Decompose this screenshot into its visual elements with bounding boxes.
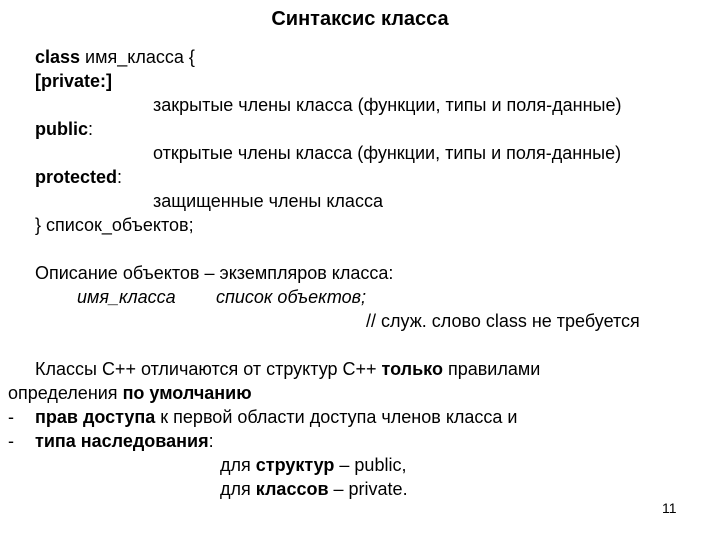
structs-default bbox=[220, 454, 406, 476]
default-text: – private. bbox=[328, 479, 408, 499]
public-line bbox=[35, 118, 93, 140]
classes-emphasis: классов bbox=[255, 479, 329, 499]
inheritance-emphasis: типа наследования bbox=[35, 431, 209, 451]
only-emphasis: только bbox=[381, 359, 443, 379]
objects-comment: // служ. слово class не требуется bbox=[366, 311, 640, 331]
differences-line-2 bbox=[8, 382, 252, 404]
by-default-emphasis: по умолчанию bbox=[122, 383, 252, 403]
structs-emphasis: структур bbox=[255, 455, 335, 475]
protected-colon: : bbox=[117, 167, 123, 187]
protected-line bbox=[35, 166, 122, 188]
objects-example-name: имя_класса bbox=[77, 287, 176, 307]
bullet-dash-2: - bbox=[8, 431, 14, 451]
syntax-line-class bbox=[35, 46, 195, 68]
page-number: 11 bbox=[662, 500, 677, 516]
private-keyword: [private:] bbox=[35, 71, 113, 91]
objects-heading: Описание объектов – экземпляров класса: bbox=[35, 263, 394, 283]
class-name-text: имя_класса { bbox=[80, 47, 195, 67]
differences-line-1 bbox=[35, 358, 540, 380]
public-colon: : bbox=[88, 119, 94, 139]
page-title: Синтаксис класса bbox=[271, 8, 449, 30]
bullet-text: к первой области доступа членов класса и bbox=[155, 407, 518, 427]
bullet-inheritance bbox=[35, 430, 214, 452]
protected-keyword: protected bbox=[35, 167, 118, 187]
default-text: для bbox=[220, 455, 256, 475]
access-rights-emphasis: прав доступа bbox=[35, 407, 156, 427]
public-description: открытые члены класса (функции, типы и поля-данные) bbox=[153, 143, 622, 163]
differences-text: правилами bbox=[442, 359, 541, 379]
bullet-dash-1: - bbox=[8, 407, 14, 427]
protected-description: защищенные члены класса bbox=[153, 191, 383, 211]
differences-text: определения bbox=[8, 383, 123, 403]
syntax-closing-line: } список_объектов; bbox=[35, 215, 194, 235]
default-text: для bbox=[220, 479, 256, 499]
public-keyword: public bbox=[35, 119, 88, 139]
objects-example-list: список объектов; bbox=[216, 287, 367, 307]
bullet-text: : bbox=[208, 431, 214, 451]
class-keyword: class bbox=[35, 47, 81, 67]
private-description: закрытые члены класса (функции, типы и поля-данные) bbox=[153, 95, 622, 115]
default-text: – public, bbox=[334, 455, 407, 475]
classes-default bbox=[220, 478, 408, 500]
bullet-access-rights bbox=[35, 406, 517, 428]
differences-text: Классы С++ отличаются от структур С++ bbox=[35, 359, 382, 379]
